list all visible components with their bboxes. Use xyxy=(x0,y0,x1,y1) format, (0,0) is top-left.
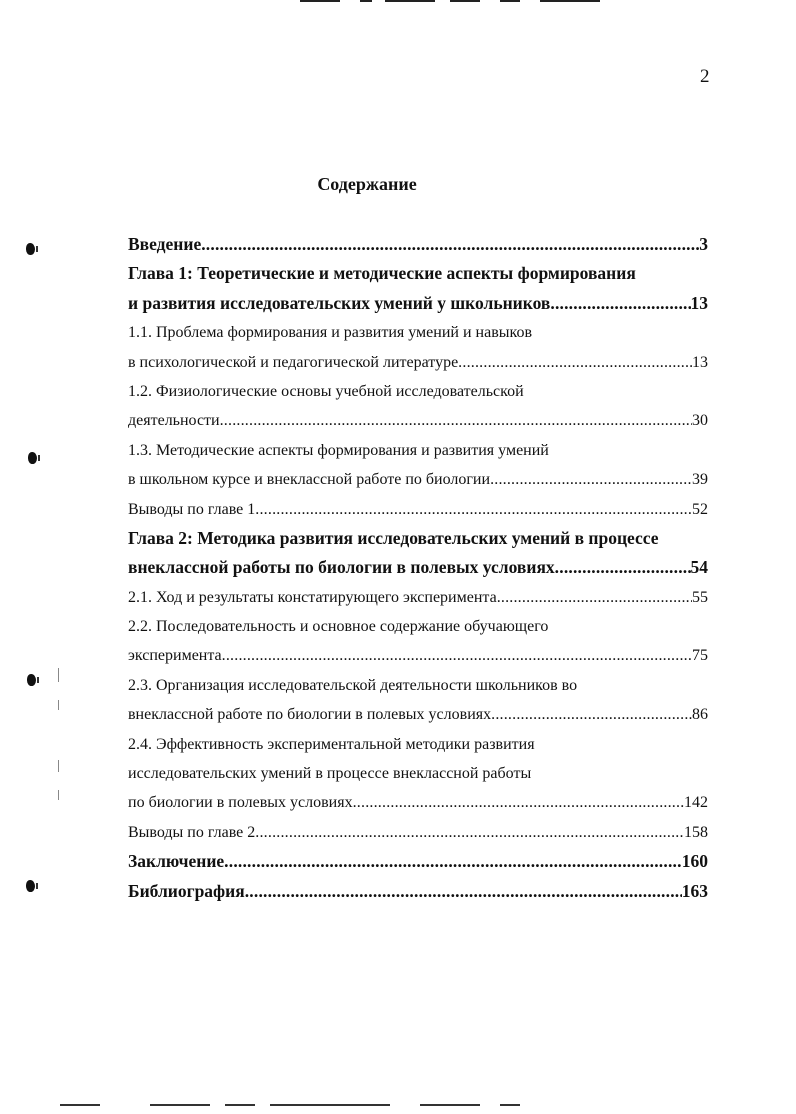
toc-entry-title: 2.2. Последовательность и основное содержание обучающего xyxy=(128,618,549,636)
table-of-contents xyxy=(128,230,708,906)
toc-entry xyxy=(128,818,708,847)
toc-entry-title: 2.4. Эффективность экспериментальной методики развития xyxy=(128,735,535,753)
toc-dot-leader xyxy=(353,788,684,817)
toc-entry-title: внеклассной работы по биологии в полевых условиях xyxy=(128,557,555,578)
toc-entry-title: Заключение xyxy=(128,851,225,872)
toc-entry-title: 2.3. Организация исследовательской деятельности школьников во xyxy=(128,676,578,694)
punch-hole-mark xyxy=(27,674,36,686)
toc-entry xyxy=(128,877,708,906)
toc-entry xyxy=(128,759,708,788)
toc-dot-leader xyxy=(201,230,699,259)
toc-entry xyxy=(128,612,708,641)
toc-entry-page: 39 xyxy=(692,471,708,489)
toc-entry-page: 13 xyxy=(692,353,708,371)
toc-entry-title: в психологической и педагогической литературе xyxy=(128,353,459,371)
toc-entry-title: внеклассной работе по биологии в полевых условиях xyxy=(128,706,492,724)
toc-entry xyxy=(128,553,708,582)
toc-entry-page: 30 xyxy=(692,412,708,430)
punch-hole-mark xyxy=(28,452,37,464)
toc-entry-page: 55 xyxy=(692,588,708,606)
toc-entry-page: 158 xyxy=(684,823,708,841)
toc-entry xyxy=(128,641,708,670)
toc-entry xyxy=(128,524,708,553)
toc-entry-title: и развития исследовательских умений у школьников xyxy=(128,292,551,313)
toc-dot-leader xyxy=(490,465,692,494)
margin-mark xyxy=(58,700,59,710)
toc-entry-page: 13 xyxy=(690,292,708,313)
toc-entry-title: 1.2. Физиологические основы учебной исследовательской xyxy=(128,382,524,400)
toc-entry-title: в школьном курсе и внеклассной работе по биологии xyxy=(128,471,491,489)
toc-entry-page: 160 xyxy=(681,851,708,872)
toc-dot-leader xyxy=(245,877,682,906)
toc-entry xyxy=(128,259,708,288)
toc-entry-page: 163 xyxy=(681,880,708,901)
toc-entry xyxy=(128,436,708,465)
punch-hole-mark xyxy=(26,880,35,892)
toc-heading: Содержание xyxy=(317,174,417,194)
toc-entry-title: деятельности xyxy=(128,412,220,430)
toc-dot-leader xyxy=(550,289,690,318)
toc-entry xyxy=(128,671,708,700)
toc-entry xyxy=(128,230,708,259)
margin-mark xyxy=(58,760,59,772)
toc-entry-title: 2.1. Ход и результаты констатирующего эксперимента xyxy=(128,588,497,606)
toc-entry-title: по биологии в полевых условиях xyxy=(128,794,353,812)
toc-entry xyxy=(128,289,708,318)
toc-dot-leader xyxy=(220,406,692,435)
toc-entry-title: 1.1. Проблема формирования и развития умений и навыков xyxy=(128,324,533,342)
toc-entry-title: Глава 1: Теоретические и методические аспекты формирования xyxy=(128,263,636,284)
margin-mark xyxy=(58,668,59,682)
toc-dot-leader xyxy=(458,348,692,377)
toc-entry xyxy=(128,465,708,494)
toc-entry-page: 3 xyxy=(699,234,708,254)
toc-entry-page: 52 xyxy=(692,500,708,518)
scan-artifact-top xyxy=(0,0,796,3)
toc-entry-page: 75 xyxy=(692,647,708,665)
toc-entry-title: исследовательских умений в процессе внеклассной работы xyxy=(128,765,532,783)
toc-dot-leader xyxy=(255,495,692,524)
toc-entry xyxy=(128,377,708,406)
toc-entry xyxy=(128,495,708,524)
toc-entry xyxy=(128,406,708,435)
toc-entry-title: Библиография xyxy=(128,880,245,901)
toc-entry xyxy=(128,730,708,759)
toc-dot-leader xyxy=(224,847,682,876)
toc-entry-title: Выводы по главе 1 xyxy=(128,500,256,518)
margin-mark xyxy=(58,790,59,800)
toc-entry xyxy=(128,583,708,612)
toc-entry-title: Введение xyxy=(128,234,202,254)
toc-entry-title: эксперимента xyxy=(128,647,222,665)
scan-artifact-bottom xyxy=(0,1104,796,1108)
toc-entry-page: 142 xyxy=(684,794,708,812)
toc-dot-leader xyxy=(222,641,692,670)
punch-hole-mark xyxy=(26,243,35,255)
toc-entry xyxy=(128,847,708,876)
toc-dot-leader xyxy=(555,553,691,582)
toc-entry xyxy=(128,318,708,347)
toc-entry-page: 86 xyxy=(692,706,708,724)
toc-entry-page: 54 xyxy=(690,557,708,578)
toc-entry xyxy=(128,348,708,377)
toc-dot-leader xyxy=(497,583,692,612)
toc-entry xyxy=(128,700,708,729)
toc-dot-leader xyxy=(491,700,692,729)
page-number: 2 xyxy=(700,66,710,87)
toc-entry-title: Глава 2: Методика развития исследовательских умений в процессе xyxy=(128,527,659,548)
toc-entry-title: 1.3. Методические аспекты формирования и развития умений xyxy=(128,441,549,459)
toc-dot-leader xyxy=(255,818,684,847)
toc-entry-title: Выводы по главе 2 xyxy=(128,823,256,841)
toc-entry xyxy=(128,788,708,817)
